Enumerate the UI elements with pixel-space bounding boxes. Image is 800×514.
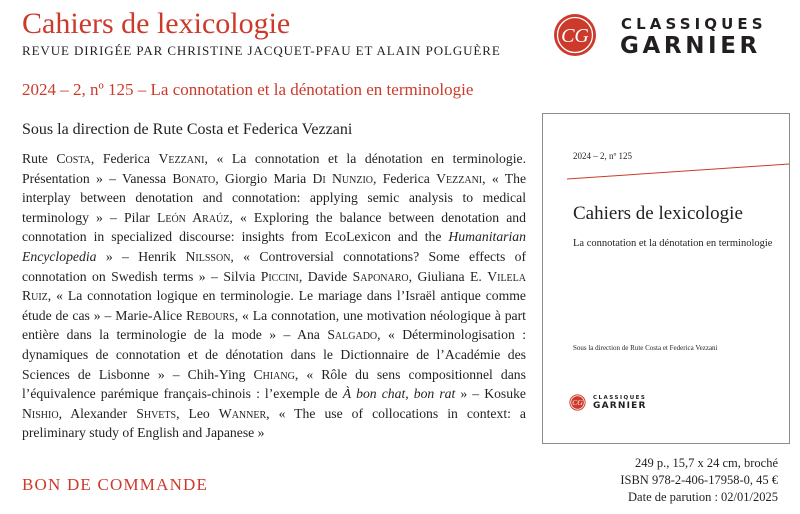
book-cover <box>542 113 790 444</box>
book-isbn-price: ISBN 978-2-406-17958-0, 45 € <box>620 473 778 487</box>
order-form-link[interactable]: BON DE COMMANDE <box>22 475 209 494</box>
toc-entry: Ana Salgado, « Déterminologisation : dynamiques de connotation et de dénotation dans le Dictionnaire de l’Académie des Sciences de Lisbonne » – <box>22 327 527 382</box>
toc-entry: Henrik Nilsson, « Controversial connotations? Some effects of connotation on Swedish terms » – <box>22 248 526 284</box>
cover-issue: 2024 – 2, nº 125 <box>573 151 633 161</box>
cover-logo-line2: GARNIER <box>593 401 647 411</box>
cover-title: Cahiers de lexicologie <box>573 203 743 224</box>
issue-line: 2024 – 2, nº 125 – La connotation et la dénotation en terminologie <box>22 80 474 99</box>
cover-divider <box>543 162 791 182</box>
toc-entry: Pilar León Araúz, « Exploring the balance between denotation and connotation in specialized discourse: insights from EcoLexicon and the Humanitarian Encyclopedia » – <box>22 209 526 264</box>
journal-subtitle: REVUE DIRIGÉE PAR CHRISTINE JACQUET-PFAU ET ALAIN POLGUÈRE <box>22 43 501 58</box>
classiques-garnier-seal-icon <box>553 13 597 57</box>
toc-entry: Rute Costa, Federica Vezzani, « La connotation et la dénotation en terminologie. Présentation » – <box>22 151 526 186</box>
directors-line: Sous la direction de Rute Costa et Federica Vezzani <box>22 121 353 138</box>
publisher-logo <box>553 12 793 58</box>
publisher-name-line1: CLASSIQUES <box>621 15 767 33</box>
cover-subtitle: La connotation et la dénotation en terminologie <box>573 238 773 249</box>
toc-entry: Silvia Piccini, Davide Saponaro, Giuliana E. Vilela Ruiz, « La connotation logique en terminologie. Le mariage dans l’Israël antique comme étude de cas » – <box>22 268 526 323</box>
toc-entry: Marie-Alice Rebours, « La connotation, une motivation néologique à part entière dans la terminologie de la mode » – <box>22 307 526 343</box>
book-details <box>620 455 778 506</box>
book-pages-format: 249 p., 15,7 x 24 cm, broché <box>634 456 778 470</box>
svg-text:CG: CG <box>572 398 583 408</box>
toc-entry: Kosuke Nishio, Alexander Shvets, Leo Wanner, « The use of collocations in context: a preliminary study of English and Japanese » <box>22 386 527 441</box>
cover-publisher-logo <box>569 394 669 414</box>
table-of-contents <box>22 149 526 443</box>
toc-entry: Vanessa Bonato, Giorgio Maria Di Nunzio, Federica Vezzani, « The interplay between denotation and connotation: applying semic analysis to medical terminology » – <box>22 170 527 225</box>
cover-logo-line1: CLASSIQUES <box>593 395 647 401</box>
publisher-name-line2: GARNIER <box>620 33 761 59</box>
journal-title: Cahiers de lexicologie <box>22 7 291 40</box>
toc-entry: Chih-Ying Chiang, « Rôle du sens compositionnel dans l’équivalence parémique français-chinois : l’exemple de À bon chat, bon rat » – <box>22 366 526 402</box>
seal-monogram: CG <box>561 25 589 47</box>
cover-direction: Sous la direction de Rute Costa et Federica Vezzani <box>573 344 718 352</box>
book-publication-date: Date de parution : 02/01/2025 <box>628 490 778 504</box>
cover-seal-icon <box>569 394 586 411</box>
